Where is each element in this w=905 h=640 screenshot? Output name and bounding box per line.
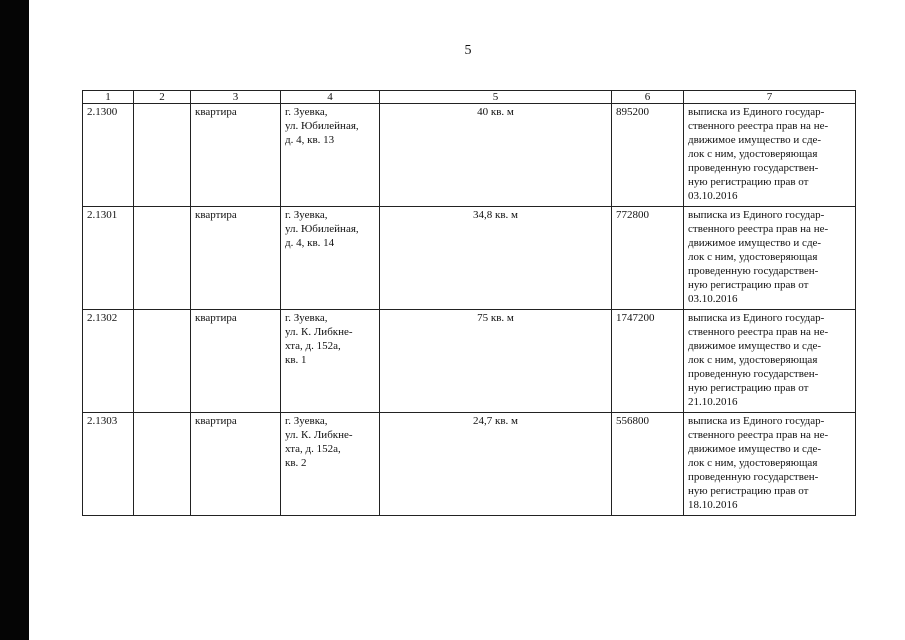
row-id-cell: 2.1303 <box>83 413 134 516</box>
document-line: движимое имущество и сде- <box>688 237 822 249</box>
document-date: 03.10.2016 <box>688 190 738 202</box>
document-cell <box>684 310 856 413</box>
col2-cell <box>134 104 191 207</box>
property-type-cell: квартира <box>191 413 281 516</box>
address-line: г. Зуевка, <box>285 312 328 324</box>
col2-cell <box>134 413 191 516</box>
address-line: ул. К. Либкне- <box>285 429 353 441</box>
column-header-1: 1 <box>83 91 134 104</box>
document-line: ную регистрацию прав от <box>688 382 809 394</box>
area-cell: 40 кв. м <box>380 104 612 207</box>
property-type-cell: квартира <box>191 310 281 413</box>
header-row <box>83 91 856 104</box>
address-line: г. Зуевка, <box>285 106 328 118</box>
area-cell: 24,7 кв. м <box>380 413 612 516</box>
document-line: выписка из Единого государ- <box>688 312 825 324</box>
area-cell: 75 кв. м <box>380 310 612 413</box>
document-line: лок с ним, удостоверяющая <box>688 354 818 366</box>
row-id-cell: 2.1301 <box>83 207 134 310</box>
document-line: проведенную государствен- <box>688 162 819 174</box>
address-line: ул. Юбилейная, <box>285 223 359 235</box>
address-line: хта, д. 152а, <box>285 340 341 352</box>
document-line: ную регистрацию прав от <box>688 176 809 188</box>
document-cell <box>684 104 856 207</box>
property-type-cell: квартира <box>191 104 281 207</box>
col2-cell <box>134 207 191 310</box>
address-line: г. Зуевка, <box>285 209 328 221</box>
address-line: кв. 1 <box>285 354 307 366</box>
document-line: лок с ним, удостоверяющая <box>688 251 818 263</box>
address-cell <box>281 104 380 207</box>
address-line: хта, д. 152а, <box>285 443 341 455</box>
price-cell: 772800 <box>612 207 684 310</box>
scan-edge-shadow <box>0 0 29 640</box>
document-line: ственного реестра прав на не- <box>688 326 829 338</box>
price-cell: 1747200 <box>612 310 684 413</box>
price-cell: 895200 <box>612 104 684 207</box>
address-cell <box>281 310 380 413</box>
document-line: движимое имущество и сде- <box>688 134 822 146</box>
price-cell: 556800 <box>612 413 684 516</box>
document-line: выписка из Единого государ- <box>688 209 825 221</box>
document-line: проведенную государствен- <box>688 265 819 277</box>
column-header-2: 2 <box>134 91 191 104</box>
row-id-cell: 2.1302 <box>83 310 134 413</box>
document-line: движимое имущество и сде- <box>688 340 822 352</box>
document-cell <box>684 207 856 310</box>
row-id-cell: 2.1300 <box>83 104 134 207</box>
address-line: г. Зуевка, <box>285 415 328 427</box>
column-header-5: 5 <box>380 91 612 104</box>
document-date: 18.10.2016 <box>688 499 738 511</box>
column-header-3: 3 <box>191 91 281 104</box>
page-number: 5 <box>464 43 472 58</box>
column-header-6: 6 <box>612 91 684 104</box>
column-header-7: 7 <box>684 91 856 104</box>
column-header-4: 4 <box>281 91 380 104</box>
table-row <box>83 207 856 310</box>
document-line: выписка из Единого государ- <box>688 106 825 118</box>
property-type-cell: квартира <box>191 207 281 310</box>
document-line: выписка из Единого государ- <box>688 415 825 427</box>
area-cell: 34,8 кв. м <box>380 207 612 310</box>
address-cell <box>281 413 380 516</box>
document-date: 03.10.2016 <box>688 293 738 305</box>
property-registry-table <box>82 90 856 516</box>
document-line: движимое имущество и сде- <box>688 443 822 455</box>
address-line: д. 4, кв. 13 <box>285 134 335 146</box>
document-line: проведенную государствен- <box>688 368 819 380</box>
address-line: д. 4, кв. 14 <box>285 237 335 249</box>
col2-cell <box>134 310 191 413</box>
address-cell <box>281 207 380 310</box>
table-row <box>83 104 856 207</box>
table-row <box>83 310 856 413</box>
document-line: лок с ним, удостоверяющая <box>688 457 818 469</box>
document-date: 21.10.2016 <box>688 396 738 408</box>
document-line: проведенную государствен- <box>688 471 819 483</box>
document-line: ственного реестра прав на не- <box>688 223 829 235</box>
document-line: лок с ним, удостоверяющая <box>688 148 818 160</box>
document-line: ную регистрацию прав от <box>688 485 809 497</box>
address-line: ул. К. Либкне- <box>285 326 353 338</box>
document-line: ную регистрацию прав от <box>688 279 809 291</box>
document-cell <box>684 413 856 516</box>
document-line: ственного реестра прав на не- <box>688 120 829 132</box>
address-line: кв. 2 <box>285 457 307 469</box>
address-line: ул. Юбилейная, <box>285 120 359 132</box>
document-line: ственного реестра прав на не- <box>688 429 829 441</box>
table-row <box>83 413 856 516</box>
